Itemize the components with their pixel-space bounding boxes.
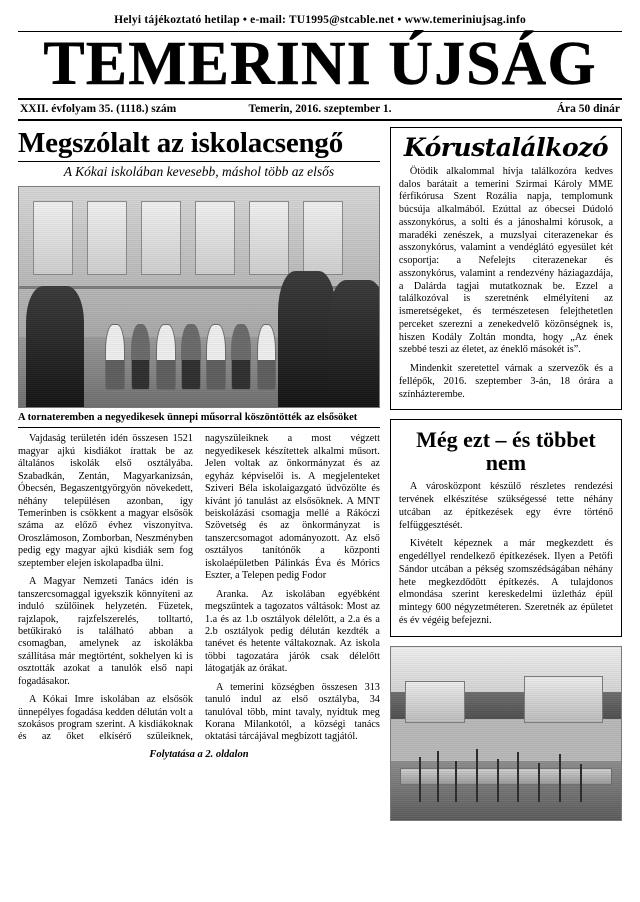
article-headline: Megszólalt az iskolacsengő [18,126,344,159]
masthead [18,30,622,98]
sidebar-box-korustalalkozo [390,127,622,411]
article-subheadline: A Kókai iskolában kevesebb, máshol több az elsős [63,164,335,180]
sidebar-box-megezt [390,419,622,636]
article-paragraph: A Kókai Imre iskolában az elsősök ünnepélyes fogadása kedden délután volt a szokásos program szerint. A kisdiákoknak és az őket elkísérő szüleiknek, nagyszüleiknek a most végzett negyedikesek készítettek alkalmi műsort. Jelen voltak az önkormányzat és az egyház képviselői is. A megjelenteket Sziveri Béla iskolaigazgató üdvözölte és kívánt jó tanulást az elsősöknek. A MNT beiskolázási csomagja mellé a Rákóczi Szövetség és az önkormányzat is tanszercsomagot adományozott. Az első osztályos tanítónők a központi iskolaépületben Pálinkás Éva és Mórics Eszter, a Telepen pedig Fodor [18,433,380,743]
issue-price: Ára 50 dinár [556,102,620,115]
article-body [18,428,380,747]
continuation-note: Folytatása a 2. oldalon [149,748,249,760]
article-paragraph: A temerini községben összesen 313 tanuló indul az első osztályba, 34 tanulóval több, mint tavaly, nyidtuk meg Korana Milankotól, a községi tanács oktatási tárcájával megbízott tagjától. [204,681,380,743]
main-article [18,127,380,821]
gymnasium-ceremony-photo [18,186,380,408]
photo-caption: A tornateremben a negyedikesek ünnepi műsorral köszöntötték az elsősöket [18,412,358,424]
sidebar-box1-paragraph: Mindenkit szeretettel várnak a szervezők és a fellépők, 2016. szeptember 3-án, 18 órára a színházterembe. [398,363,613,400]
photo-background [391,647,621,820]
article-paragraph: A Magyar Nemzeti Tanács idén is tanszercsomaggal igyekszik könnyíteni az induló szülőinek helyzetén. Füzetek, rajzlapok, rajzfelszerelés, tolltartó, betűkirakó is található abban a csomagban, amelynek az iskolákba szállítása már megtörtént, sokhelyen ki is osztották azokat a tanulók első napi fogadásakor. [18,576,193,687]
construction-site-photo [390,646,622,821]
issue-line [18,100,622,119]
issue-number: XXII. évfolyam 35. (1118.) szám [20,102,177,115]
sidebar-box1-title: Kórustalálkozó [403,132,608,162]
photo-grain [19,187,379,407]
newspaper-title: TEMERINI ÚJSÁG [43,30,597,98]
article-paragraph: Aranka. Az iskolában egyébként megszűntek a tagozatos váltások: Most az 1.a és az 1.b osztályok délelőtt, a 2.a és a 2.b osztályok pedig délután kezdték a tanévet és hetente váltakoznak. Az iskola többi tagozatára járók csak délelőtt látogatják az órákat. [204,588,380,675]
sidebar [390,127,622,821]
issue-date: Temerin, 2016. szeptember 1. [248,102,392,115]
sidebar-box2-title: Még ezt – és többet nem [416,427,596,476]
headline-divider [18,161,380,162]
content-area [18,121,622,821]
contact-line: Helyi tájékoztató hetilap • e-mail: TU1995@stcable.net • www.temeriniujsag.info [114,14,526,26]
sidebar-box2-paragraph: A városközpont készülő részletes rendezési tervének elkészítése szükségessé tette néhány utcában az építkezések egy évre történő felfüggesztését. [398,481,613,531]
sidebar-box1-paragraph: Ötödik alkalommal hívja találkozóra kedves dalos barátait a temerini Szirmai Károly MME férfikórusa Szent Rozália napja, templomunk búcsúja alkalmából. Ezúttal az óbecsei Dúdoló asszonykórus, a solti és a jánoshalmi kórusok, a maradéki zenészek, a muzslyai citerazenekar és asszonykórus, valamint a vendéglátó egyesület két csoportja: a Nefelejts citerazenekar és asszonykórus, valamint a rendezvény háziagazdája, a Dalárda tagjai mutatkoznak be. Ezzel a találkozóval is szeretnénk elmélyíteni az ismeretségeket, és természetesen felejthetetlen perceket szerezni a zenekedvelő közönségnek is, hiszen Kodály Zoltán mondta, hogy „Az ének szebbé teszi az életet, az éneklő másokét is”. [398,165,613,356]
article-paragraph: Vajdaság területén idén összesen 1521 magyar ajkú kisdiákot írattak be az általános iskolák első osztályába. Szabadkán, Zentán, Magyarkanizsán, Óbecsén, Begaszentgyörgyön növekedett, néhány településen azonban, így Temerinben is csökkent a magyar elsősök száma az előző évhez viszonyítva. Oroszlámoson, Zomborban, Neszményben pedig egy magyar ajkú kisdiák sem fog szeptember elejen iskolapadba ülni. [18,433,193,569]
sidebar-box2-paragraph: Kivételt képeznek a már megkezdett és engedéllyel rendelkező építkezések. Ilyen a Petőfi Sándor utcában a pékség szomszédságában néhány hete megkezdődött építkezés. A tulajdonos elmondása szerint kereskedelmi üzletház épül mintegy 600 négyzetméteren. Szeretnék az épületet és év végéig befejezni. [398,538,613,626]
photo-background [19,187,379,407]
photo-grain [391,647,621,820]
